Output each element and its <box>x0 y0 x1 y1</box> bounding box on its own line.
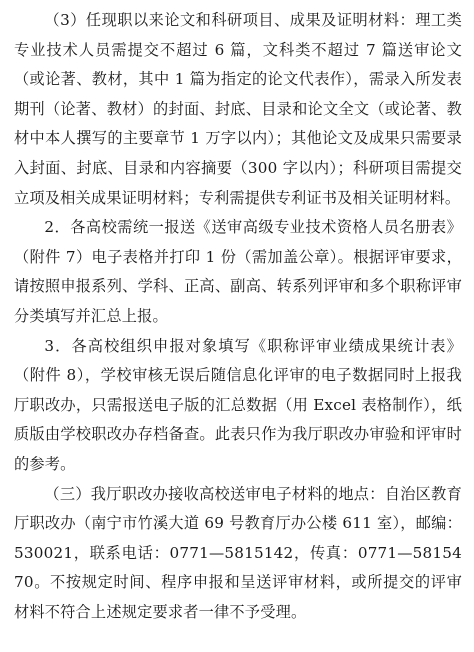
paragraph-submission-address: （三）我厅职改办接收高校送审电子材料的地点：自治区教育厅职改办（南宁市竹溪大道 69 号教育厅办公楼 611 室），邮编：530021，联系电话：0771—5815142，传真：0771—5815470。不按规定时间、程序申报和呈送评审材料，或所提交的评审材料不符合上述规定要求者一律不予受理。 <box>14 484 462 621</box>
paragraph-achievement-statistics: 3．各高校组织申报对象填写《职称评审业绩成果统计表》（附件 8），学校审核无误后随信息化评审的电子数据同时上报我厅职改办，只需报送电子版的汇总数据（用 Excel 表格制作），纸质版由学校职改办存档备查。此表只作为我厅职改办审验和评审时的参考。 <box>14 336 462 473</box>
paragraph-papers-and-research: （3）任现职以来论文和科研项目、成果及证明材料：理工类专业技术人员需提交不超过 6 篇，文科类不超过 7 篇送审论文（或论著、教材，其中 1 篇为指定的论文代表作），需录入所发表期刊（论著、教材）的封面、封底、目录和论文全文（或论著、教材中本人撰写的主要章节 1 万字以内）；其他论文及成果只需要录入封面、封底、目录和内容摘要（300 字以内）；科研项目需提交立项及相关成果证明材料；专利需提供专利证书及相关证明材料。 <box>14 11 462 207</box>
document-body <box>14 6 462 627</box>
paragraph-roster-submission: 2．各高校需统一报送《送审高级专业技术资格人员名册表》（附件 7）电子表格并打印 1 份（需加盖公章）。根据评审要求，请按照申报系列、学科、正高、副高、转系列评审和多个职称评审分类填写并汇总上报。 <box>14 218 462 325</box>
